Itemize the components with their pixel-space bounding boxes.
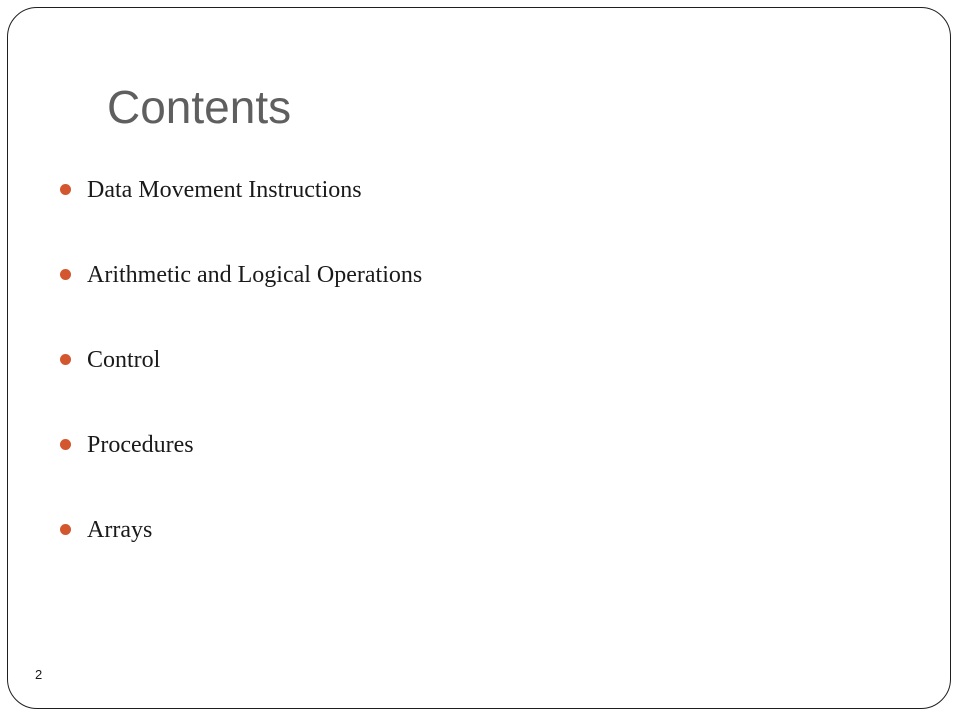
slide-title: Contents bbox=[107, 81, 292, 133]
bullet-label: Control bbox=[87, 347, 161, 373]
bullet-item-control bbox=[60, 338, 422, 423]
bullet-label: Arithmetic and Logical Operations bbox=[87, 262, 423, 288]
bullet-label: Arrays bbox=[87, 517, 153, 543]
slide-number: 2 bbox=[35, 667, 43, 682]
bullet-list bbox=[60, 168, 422, 593]
bullet-dot-icon bbox=[60, 354, 71, 365]
bullet-item-arrays bbox=[60, 508, 422, 593]
bullet-dot-icon bbox=[60, 184, 71, 195]
bullet-dot-icon bbox=[60, 439, 71, 450]
bullet-item-procedures bbox=[60, 423, 422, 508]
bullet-label: Procedures bbox=[87, 432, 194, 458]
bullet-dot-icon bbox=[60, 524, 71, 535]
bullet-item-data-movement bbox=[60, 168, 422, 253]
bullet-dot-icon bbox=[60, 269, 71, 280]
bullet-label: Data Movement Instructions bbox=[87, 177, 362, 203]
bullet-item-arithmetic-logical bbox=[60, 253, 422, 338]
